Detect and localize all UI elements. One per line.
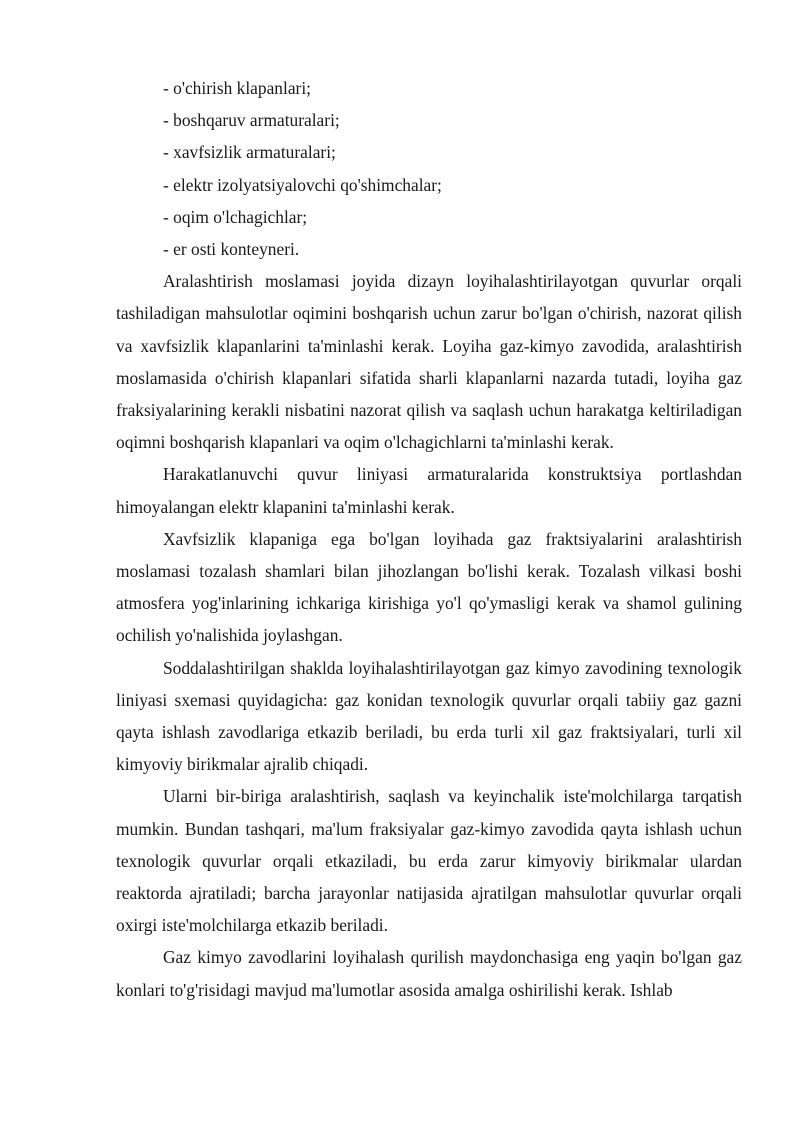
paragraph-explosion-proof-valve: Harakatlanuvchi quvur liniyasi armaturalarida konstruktsiya portlashdan himoyalangan elektr klapanini ta'minlashi kerak. bbox=[116, 464, 742, 517]
paragraph-process-line-scheme: Soddalashtirilgan shaklda loyihalashtirilayotgan gaz kimyo zavodining texnologik liniyasi sxemasi quyidagicha: gaz konidan texnologik quvurlar orqali tabiiy gaz gazni qayta ishlash zavodlariga etkazib beriladi, bu erda turli xil gaz fraktsiyalari, turli xil kimyoviy birikmalar ajralib chiqadi. bbox=[116, 657, 742, 775]
page-body bbox=[116, 72, 742, 1006]
list-item: - o'chirish klapanlari; bbox=[163, 78, 312, 98]
paragraph-mixing-storage: Ularni bir-biriga aralashtirish, saqlash va keyinchalik iste'molchilarga tarqatish mumkin. Bundan tashqari, ma'lum fraksiyalar gaz-kimyo zavodida qayta ishlash uchun texnologik quvurlar orqali etkaziladi, bu erda zarur kimyoviy birikmalar ulardan reaktorda ajratiladi; barcha jarayonlar natijasida ajratilgan mahsulotlar quvurlar orqali oxirgi iste'molchilarga etkazib beriladi. bbox=[116, 786, 742, 936]
paragraph-mixing-unit-valves: Aralashtirish moslamasi joyida dizayn loyihalashtirilayotgan quvurlar orqali tashiladigan mahsulotlar oqimini boshqarish uchun zarur bo'lgan o'chirish, nazorat qilish va xavfsizlik klapanlarini ta'minlashi kerak. Loyiha gaz-kimyo zavodida, aralashtirish moslamasida o'chirish klapanlari sifatida sharli klapanlarni nazarda tutadi, loyiha gaz fraksiyalarining kerakli nisbatini nazorat qilish va saqlash uchun harakatga keltiriladigan oqimni boshqarish klapanlari va oqim o'lchagichlarni ta'minlashi kerak. bbox=[116, 271, 742, 453]
paragraph-safety-valve-purge: Xavfsizlik klapaniga ega bo'lgan loyihada gaz fraktsiyalarini aralashtirish moslamasi tozalash shamlari bilan jihozlangan bo'lishi kerak. Tozalash vilkasi boshi atmosfera yog'inlarining ichkariga kirishiga yo'l qo'ymasligi kerak va shamol gulining ochilish yo'nalishida joylashgan. bbox=[116, 528, 742, 646]
list-item: - boshqaruv armaturalari; bbox=[163, 110, 340, 131]
paragraph-plant-design: Gaz kimyo zavodlarini loyihalash qurilish maydonchasiga eng yaqin bo'lgan gaz konlari to'g'risidagi mavjud ma'lumotlar asosida amalga oshirilishi kerak. Ishlab bbox=[116, 947, 742, 1000]
list-item: - xavfsizlik armaturalari; bbox=[163, 142, 336, 163]
list-item: - er osti konteyneri. bbox=[163, 239, 300, 260]
list-item: - oqim o'lchagichlar; bbox=[163, 206, 308, 227]
list-item: - elektr izolyatsiyalovchi qo'shimchalar; bbox=[163, 174, 442, 195]
